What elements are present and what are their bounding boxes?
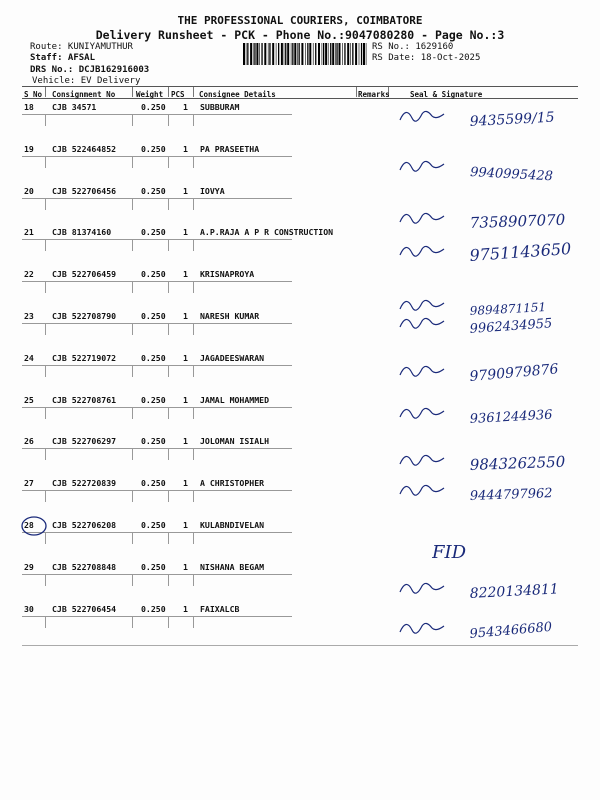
barcode-bar [284, 43, 285, 65]
barcode-bar [299, 43, 300, 65]
row-divider [193, 281, 194, 293]
rs-date: RS Date: 18-Oct-2025 [372, 53, 481, 63]
row-divider [132, 365, 133, 377]
barcode-bar [363, 43, 365, 65]
route-label: Route: KUNIYAMUTHUR [30, 42, 133, 52]
table-row [0, 227, 600, 269]
barcode-bar [254, 43, 255, 65]
barcode-bar [328, 43, 329, 65]
table-row [0, 353, 600, 395]
row-divider [168, 156, 169, 168]
col-remarks-header: Remarks [358, 90, 390, 99]
handwritten-phone: 9843262550 [469, 453, 566, 475]
handwritten-phone: 9543466680 [469, 619, 553, 642]
row-sno: 18 [24, 102, 34, 112]
row-divider [168, 114, 169, 126]
barcode-bar [247, 43, 248, 65]
row-underline [192, 574, 292, 575]
row-underline [22, 365, 192, 366]
row-consignment-no: CJB 522708790 [52, 311, 117, 321]
row-consignee: KULABNDIVELAN [200, 520, 265, 530]
row-consignee: IOVYA [200, 185, 225, 196]
barcode-bar [276, 43, 277, 65]
handwritten-phone: 9894871151 [469, 300, 547, 319]
row-divider [168, 532, 169, 544]
row-consignee: JAGADEESWARAN [200, 352, 265, 363]
table-row [0, 185, 600, 232]
barcode-bar [268, 43, 269, 65]
row-sno: 30 [24, 603, 34, 614]
row-divider [193, 490, 194, 502]
barcode-bar [292, 43, 293, 65]
row-divider [168, 490, 169, 502]
row-sno: 28 [24, 520, 34, 530]
barcode-bar [366, 43, 367, 65]
table-row [0, 102, 600, 144]
barcode-bar [278, 43, 279, 65]
row-consignee: NARESH KUMAR [200, 311, 260, 321]
row-consignee: A.P.RAJA A P R CONSTRUCTION [200, 227, 334, 238]
handwritten-phone: 9790979876 [468, 361, 560, 385]
row-divider [45, 114, 46, 126]
row-divider [193, 448, 194, 460]
barcode-bar [325, 43, 327, 65]
handwritten-signature [392, 472, 592, 516]
barcode-bar [335, 43, 336, 65]
table-row [0, 311, 600, 353]
table-row [0, 520, 600, 562]
col-pcs-header: PCS [171, 90, 185, 99]
row-divider [193, 532, 194, 544]
handwritten-phone: 9751143650 [468, 239, 572, 266]
row-underline [192, 490, 292, 491]
row-divider [132, 532, 133, 544]
table-row [0, 395, 600, 437]
barcode-bar [285, 43, 286, 65]
row-weight: 0.250 [141, 185, 166, 196]
barcode-bar [250, 43, 252, 65]
col-seal-header: Seal & Signature [410, 90, 483, 99]
row-underline [192, 114, 292, 115]
row-underline [22, 323, 192, 324]
row-weight: 0.250 [141, 394, 166, 405]
row-consignment-no: CJB 522708848 [52, 561, 117, 572]
row-divider [168, 281, 169, 293]
barcode-bar [301, 43, 303, 65]
row-underline [192, 281, 292, 282]
barcode-bar [307, 43, 308, 65]
row-divider [132, 490, 133, 502]
row-weight: 0.250 [141, 102, 166, 112]
row-divider [132, 323, 133, 335]
handwritten-phone: 9444797962 [469, 486, 553, 505]
barcode-bar [322, 43, 323, 65]
row-divider [193, 323, 194, 335]
barcode-bar [305, 43, 306, 65]
col-sno-header: S No [24, 90, 43, 99]
row-consignment-no: CJB 34571 [52, 102, 97, 112]
col-weight-header: Weight [136, 90, 164, 99]
row-divider [168, 407, 169, 419]
table-row [0, 604, 600, 646]
row-divider [132, 239, 133, 251]
barcode-bar [297, 43, 298, 65]
staff-label: Staff: AFSAL [30, 53, 96, 63]
row-consignee: NISHANA BEGAM [200, 561, 265, 572]
table-row [0, 562, 600, 604]
row-sno: 23 [24, 311, 34, 321]
row-consignment-no: CJB 522464852 [52, 143, 117, 154]
row-underline [22, 114, 192, 115]
barcode-bar [264, 43, 266, 65]
row-underline [192, 323, 292, 324]
barcode-bar [361, 43, 362, 65]
row-pcs: 1 [183, 436, 188, 447]
row-divider [168, 239, 169, 251]
row-divider [45, 574, 46, 586]
barcode-bar [344, 43, 345, 65]
header-divider [45, 87, 46, 97]
row-consignment-no: CJB 81374160 [52, 227, 112, 238]
runsheet-title: Delivery Runsheet - PCK - Phone No.:9047080280 - Page No.:3 [95, 28, 505, 42]
row-underline [192, 532, 292, 533]
row-consignment-no: CJB 522719072 [52, 352, 117, 363]
barcode-bar [246, 43, 247, 65]
row-pcs: 1 [183, 561, 188, 572]
company-title: THE PROFESSIONAL COURIERS, COIMBATORE [177, 14, 423, 27]
row-sno: 25 [24, 394, 34, 405]
row-pcs: 1 [183, 603, 188, 614]
handwritten-phone: 9962434955 [469, 316, 553, 337]
handwritten-signature [392, 395, 592, 439]
row-underline [192, 198, 292, 199]
barcode-bar [243, 43, 245, 65]
barcode-bar [261, 43, 262, 65]
row-sno: 20 [24, 185, 34, 196]
row-divider [45, 407, 46, 419]
handwritten-phone: 8220134811 [469, 581, 560, 602]
row-divider [168, 574, 169, 586]
row-divider [45, 239, 46, 251]
barcode-bar [318, 43, 320, 65]
handwritten-phone: 9940995428 [469, 164, 554, 185]
row-sno: 27 [24, 478, 34, 489]
row-sno: 26 [24, 436, 34, 447]
row-weight: 0.250 [141, 143, 166, 154]
barcode-bar [315, 43, 316, 65]
row-divider [168, 448, 169, 460]
barcode-bar [323, 43, 324, 65]
row-underline [22, 574, 192, 575]
row-consignee: SUBBURAM [200, 102, 240, 112]
row-underline [22, 448, 192, 449]
row-divider [132, 114, 133, 126]
row-pcs: 1 [183, 394, 188, 405]
row-sno: 29 [24, 561, 34, 572]
barcode-bar [291, 43, 292, 65]
row-consignment-no: CJB 522706454 [52, 603, 117, 614]
row-divider [132, 281, 133, 293]
row-weight: 0.250 [141, 603, 166, 614]
row-weight: 0.250 [141, 311, 166, 321]
barcode-bar [330, 43, 331, 65]
barcode-bar [253, 43, 254, 65]
row-pcs: 1 [183, 185, 188, 196]
row-divider [45, 616, 46, 628]
row-weight: 0.250 [141, 227, 166, 238]
handwritten-phone: 9435599/15 [469, 109, 555, 130]
row-weight: 0.250 [141, 269, 166, 280]
barcode-bar [309, 43, 311, 65]
row-consignment-no: CJB 522706456 [52, 185, 117, 196]
row-underline [22, 490, 192, 491]
row-pcs: 1 [183, 311, 188, 321]
row-pcs: 1 [183, 478, 188, 489]
row-divider [45, 448, 46, 460]
barcode-bar [350, 43, 351, 65]
row-pcs: 1 [183, 102, 188, 112]
barcode-bar [352, 43, 353, 65]
row-pcs: 1 [183, 143, 188, 154]
row-divider [45, 198, 46, 210]
barcode-bar [359, 43, 360, 65]
row-divider [45, 365, 46, 377]
barcode-bar [281, 43, 283, 65]
row-underline [22, 239, 192, 240]
col-consignment-header: Consignment No [52, 90, 116, 99]
handwritten-phone: 7358907070 [469, 210, 566, 232]
barcode-bar [259, 43, 260, 65]
row-consignment-no: CJB 522706297 [52, 436, 117, 447]
row-sno: 22 [24, 269, 34, 280]
row-weight: 0.250 [141, 352, 166, 363]
row-divider [193, 156, 194, 168]
handwritten-phone: 9361244936 [469, 407, 553, 427]
table-row [0, 144, 600, 186]
row-consignment-no: CJB 522706208 [52, 520, 117, 530]
circle-mark-icon [20, 515, 48, 537]
vehicle-label: Vehicle: EV Delivery [32, 76, 141, 86]
header-divider [193, 87, 194, 97]
barcode-bar [269, 43, 270, 65]
row-underline [22, 281, 192, 282]
row-pcs: 1 [183, 520, 188, 530]
row-divider [193, 574, 194, 586]
row-pcs: 1 [183, 352, 188, 363]
row-divider [132, 448, 133, 460]
barcode-image [243, 43, 367, 65]
table-row [0, 478, 600, 520]
row-divider [193, 114, 194, 126]
row-divider [45, 490, 46, 502]
header-divider [132, 87, 133, 97]
row-underline [192, 616, 292, 617]
barcode-bar [355, 43, 357, 65]
handwritten-phone: FID [432, 542, 467, 563]
row-underline [22, 198, 192, 199]
row-underline [22, 156, 192, 157]
barcode-bar [339, 43, 341, 65]
row-weight: 0.250 [141, 520, 166, 530]
row-consignment-no: CJB 522708761 [52, 394, 117, 405]
row-underline [192, 239, 292, 240]
barcode-bar [272, 43, 274, 65]
row-consignee: JAMAL MOHAMMED [200, 394, 270, 405]
header-top-rule [22, 86, 578, 87]
barcode-bar [313, 43, 314, 65]
row-divider [132, 616, 133, 628]
row-sno: 19 [24, 143, 34, 154]
row-divider [193, 407, 194, 419]
barcode-bar [332, 43, 334, 65]
row-divider [168, 616, 169, 628]
row-underline [192, 448, 292, 449]
row-divider [132, 574, 133, 586]
row-underline [22, 616, 192, 617]
row-underline [192, 407, 292, 408]
row-underline [192, 156, 292, 157]
barcode-bar [294, 43, 296, 65]
barcode-bar [287, 43, 289, 65]
row-underline [22, 407, 192, 408]
row-weight: 0.250 [141, 478, 166, 489]
barcode-bar [347, 43, 349, 65]
row-divider [132, 156, 133, 168]
row-divider [193, 239, 194, 251]
row-divider [132, 198, 133, 210]
barcode-bar [342, 43, 343, 65]
row-sno: 24 [24, 352, 34, 363]
row-consignee: A CHRISTOPHER [200, 478, 265, 489]
row-consignee: FAIXALCB [200, 603, 240, 614]
row-pcs: 1 [183, 269, 188, 280]
row-divider [168, 365, 169, 377]
row-weight: 0.250 [141, 436, 166, 447]
row-divider [193, 198, 194, 210]
row-divider [168, 198, 169, 210]
handwritten-signature [392, 353, 592, 397]
barcode-bar [336, 43, 337, 65]
header-divider [168, 87, 169, 97]
row-divider [45, 281, 46, 293]
row-consignee: KRISNAPROYA [200, 269, 255, 280]
handwritten-signature [392, 610, 592, 654]
row-divider [168, 323, 169, 335]
handwritten-signature [392, 305, 592, 349]
rs-number: RS No.: 1629160 [372, 42, 454, 52]
row-consignee: JOLOMAN ISIALH [200, 436, 270, 447]
handwritten-signature [392, 98, 592, 142]
row-divider [132, 407, 133, 419]
row-divider [45, 323, 46, 335]
row-weight: 0.250 [141, 561, 166, 572]
drs-label: DRS No.: DCJB162916003 [30, 65, 150, 75]
barcode-bar [256, 43, 258, 65]
row-divider [193, 616, 194, 628]
col-consignee-header: Consignee Details [199, 90, 276, 99]
row-divider [45, 156, 46, 168]
header-divider [356, 87, 357, 97]
row-consignee: PA PRASEETHA [200, 143, 260, 154]
table-bottom-rule [22, 645, 578, 646]
row-divider [193, 365, 194, 377]
row-pcs: 1 [183, 227, 188, 238]
row-consignment-no: CJB 522706459 [52, 269, 117, 280]
row-consignment-no: CJB 522720839 [52, 478, 117, 489]
row-underline [192, 365, 292, 366]
row-sno: 21 [24, 227, 34, 238]
